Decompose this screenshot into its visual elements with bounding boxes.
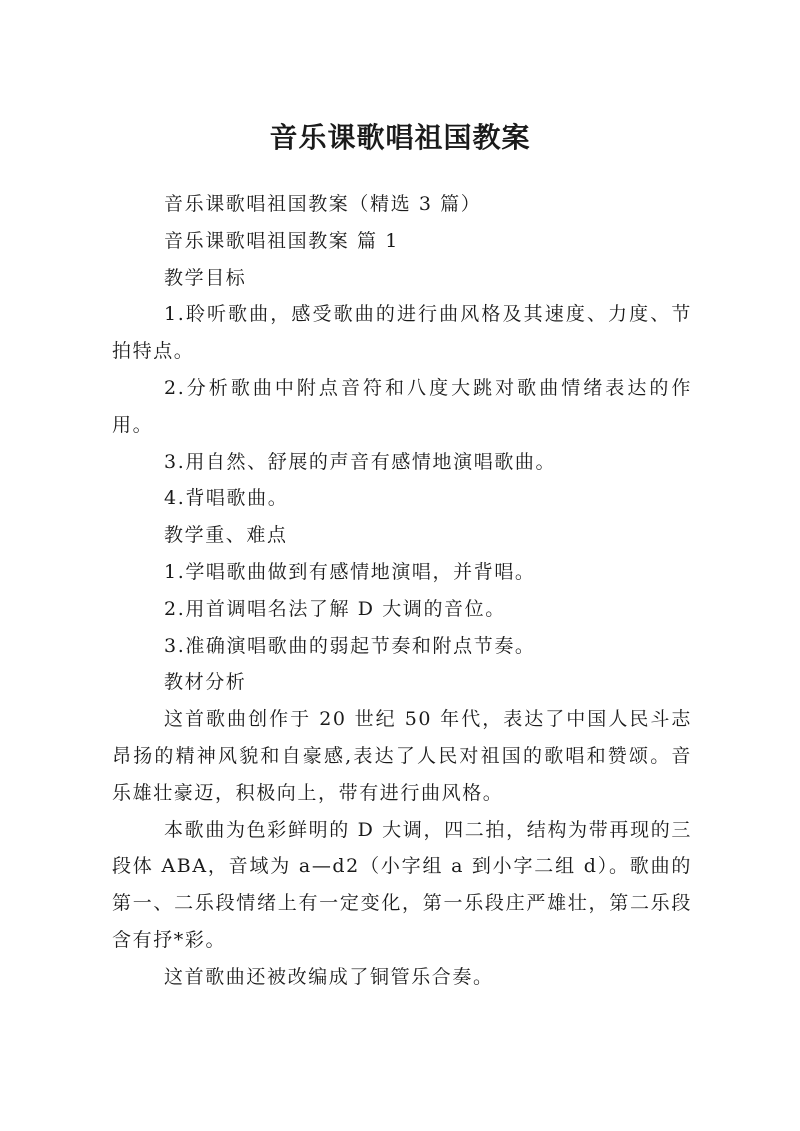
goal-item: 1.聆听歌曲，感受歌曲的进行曲风格及其速度、力度、节拍特点。: [112, 303, 692, 363]
document-body: [112, 186, 692, 996]
body-paragraph: 这首歌曲创作于 20 世纪 50 年代，表达了中国人民斗志昂扬的精神风貌和自豪感,表达了人民对祖国的歌唱和赞颂。音乐雄壮豪迈，积极向上，带有进行曲风格。: [112, 708, 692, 804]
body-paragraph: 这首歌曲还被改编成了铜管乐合奏。: [164, 965, 494, 988]
heading-key-points: 教学重、难点: [164, 524, 288, 547]
goal-item: 4.背唱歌曲。: [164, 487, 289, 510]
goal-item: 3.用自然、舒展的声音有感情地演唱歌曲。: [164, 450, 557, 473]
body-paragraph: 本歌曲为色彩鲜明的 D 大调，四二拍，结构为带再现的三段体 ABA，音域为 a—d2（小字组 a 到小字二组 d）。歌曲的第一、二乐段情绪上有一定变化，第一乐段庄严雄壮，第二乐段含有抒*彩。: [112, 818, 692, 951]
heading-teaching-goals: 教学目标: [164, 266, 247, 289]
heading-material-analysis: 教材分析: [164, 671, 247, 694]
document-title: 音乐课歌唱祖国教案: [269, 120, 531, 154]
key-point-item: 1.学唱歌曲做到有感情地演唱，并背唱。: [164, 560, 536, 583]
section-heading: 音乐课歌唱祖国教案 篇 1: [164, 229, 399, 252]
goal-item: 2.分析歌曲中附点音符和八度大跳对歌曲情绪表达的作用。: [112, 376, 692, 436]
subtitle-line: 音乐课歌唱祖国教案（精选 3 篇）: [164, 193, 482, 215]
key-point-item: 3.准确演唱歌曲的弱起节奏和附点节奏。: [164, 634, 536, 657]
key-point-item: 2.用首调唱名法了解 D 大调的音位。: [164, 597, 506, 620]
